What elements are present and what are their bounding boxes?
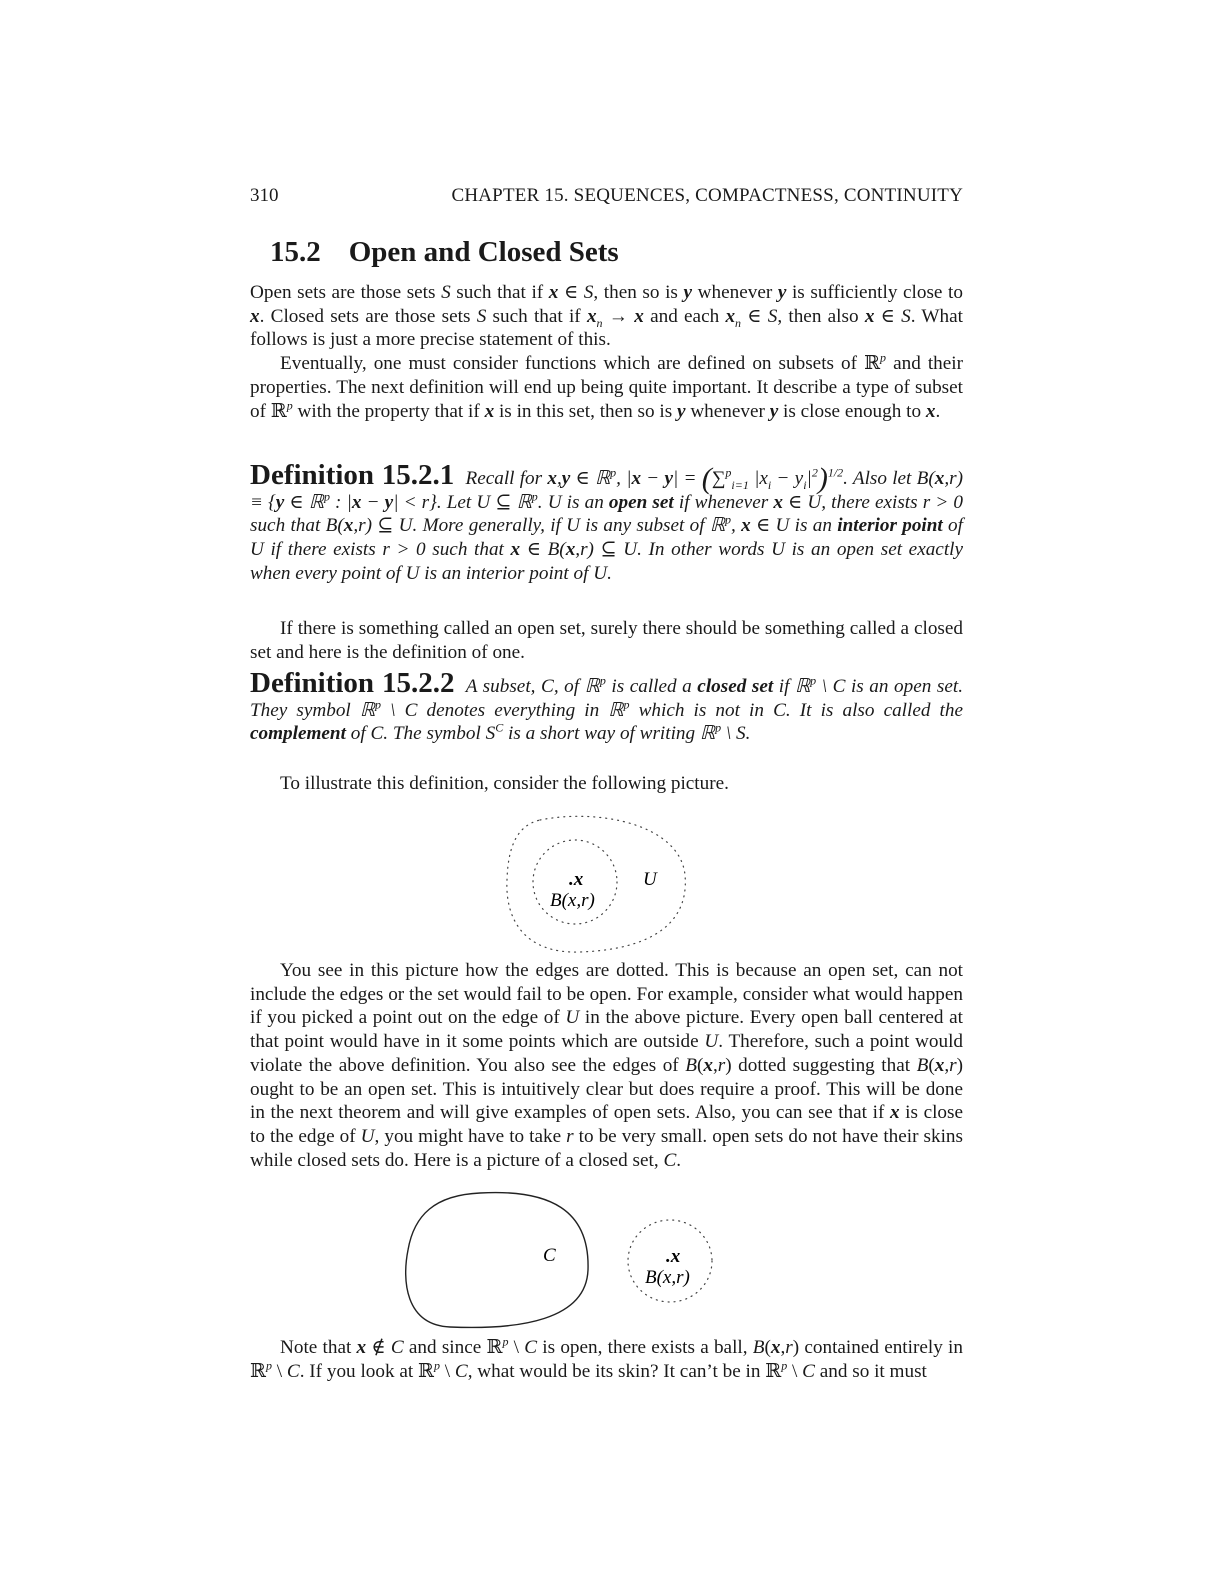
- section-title: Open and Closed Sets: [348, 236, 619, 268]
- explanation-text: [250, 959, 963, 1172]
- set-c-boundary: [406, 1193, 588, 1328]
- illustrate-text: [250, 772, 963, 796]
- point-x-label: .x: [569, 869, 584, 890]
- set-c-label: C: [543, 1245, 556, 1266]
- definition-15-2-1: [250, 459, 963, 586]
- paragraph: Note that x ∉ C and since ℝ$^p$ \ C is open, there exists a ball, B(x,r) contained entirely in ℝ$^p$ \ C. If you look at ℝ$^p$ \ C, what would be its skin? It can’t be in ℝ$^p$ \ C and so it must: [250, 1334, 963, 1382]
- point-x-label: .x: [666, 1246, 681, 1267]
- set-u-boundary: [507, 816, 685, 952]
- transition-text: [250, 617, 963, 664]
- definition-label: Definition 15.2.1: [250, 459, 455, 491]
- paragraph: If there is something called an open set, surely there should be something called a closed set and here is the definition of one.: [250, 618, 963, 663]
- ball-label: B(x,r): [550, 890, 595, 911]
- running-title: CHAPTER 15. SEQUENCES, COMPACTNESS, CONTINUITY: [451, 185, 963, 206]
- definition-15-2-2: [250, 667, 963, 746]
- definition-text: Definition 15.2.2 A subset, C, of ℝ$^p$ is called a closed set if ℝ$^p$ \ C is an open set. They symbol ℝ$^p$ \ C denotes everything in ℝ$^p$ which is not in C. It is also called the complement of C. The symbol $S^C$ is a short way of writing ℝ$^p$ \ S.: [250, 667, 963, 745]
- paragraph: Eventually, one must consider functions which are defined on subsets of ℝ$^p$ and their properties. The next definition will end up being quite important. It describe a type of subset of ℝ$^p$ with the property that if x is in this set, then so is y whenever y is close enough to x.: [250, 350, 963, 422]
- term-complement: complement: [250, 723, 346, 745]
- paragraph: To illustrate this definition, consider the following picture.: [280, 773, 729, 794]
- section-number: 15.2: [270, 236, 321, 268]
- page-number: 310: [250, 185, 279, 206]
- definition-label: Definition 15.2.2: [250, 667, 455, 699]
- intro-text: [250, 281, 963, 423]
- definition-text: Definition 15.2.1 Recall for x,y ∈ ℝ$^p$, |x − y| = (∑$^p_{i=1}$ $|x_i - y_i|^2)^{1/2}$. Also let B(x,r) ≡ {y ∈ ℝ$^p$ : |x − y| < r}. Let U ⊆ ℝ$^p$. U is an open set if whenever x ∈ U, there exists r > 0 such that B(x,r) ⊆ U. More generally, if U is any subset of ℝ$^p$, x ∈ U is an interior point of U if there exists r > 0 such that x ∈ B(x,r) ⊆ U. In other words U is an open set exactly when every point of U is an interior point of U.: [250, 459, 963, 584]
- closing-text: [250, 1336, 963, 1383]
- ball-label: B(x,r): [645, 1267, 690, 1288]
- paragraph: You see in this picture how the edges are dotted. This is because an open set, can not include the edges or the set would fail to be open. For example, consider what would happen if you picked a point out on the edge of U in the above picture. Every open ball centered at that point would have in it some points which are outside U. Therefore, such a point would violate the above definition. You also see the edges of B(x,r) dotted suggesting that B(x,r) ought to be an open set. This is intuitively clear but does require a proof. This will be done in the next theorem and will give examples of open sets. Also, you can see that if x is close to the edge of U, you might have to take r to be very small. open sets do not have their skins while closed sets do. Here is a picture of a closed set, C.: [250, 960, 963, 1171]
- term-closed-set: closed set: [697, 676, 774, 697]
- open-set-figure: [500, 810, 695, 960]
- section-heading: [270, 236, 619, 269]
- term-open-set: open set: [608, 491, 674, 513]
- term-interior-point: interior point: [837, 515, 943, 537]
- set-u-label: U: [643, 869, 657, 890]
- paragraph: Open sets are those sets S such that if x ∈ S, then so is y whenever y is sufficiently close to x. Closed sets are those sets S such that if $x_n \to x$ and each $x_n$ ∈ S, then also x ∈ S. What follows is just a more precise statement of this.: [250, 282, 963, 351]
- closed-set-figure: [400, 1185, 720, 1335]
